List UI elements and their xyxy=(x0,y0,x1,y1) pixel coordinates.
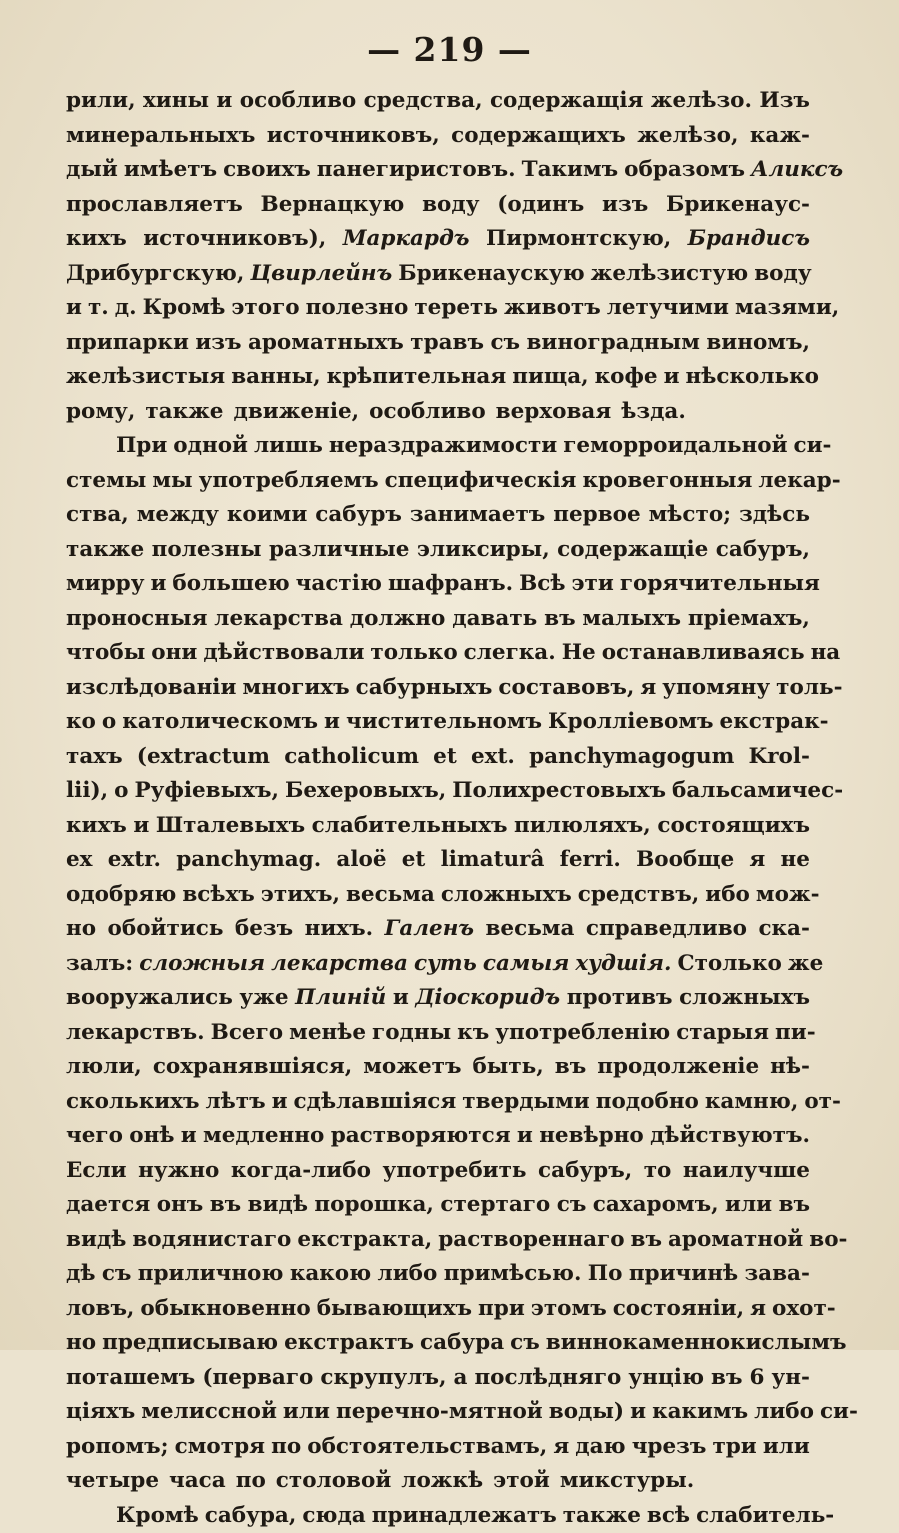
text-line: Кромѣ сабура, сюда принадлежатъ также всѣ слабитель- xyxy=(66,1499,810,1533)
text-line: ко о католическомъ и чистительномъ Кролліевомъ екстрак- xyxy=(66,705,810,740)
text-line: люли, сохранявшіяся, можетъ быть, въ продолженіе нѣ- xyxy=(66,1050,810,1085)
text-line: ціяхъ мелиссной или перечно-мятной воды) и какимъ либо си- xyxy=(66,1395,810,1430)
text-line: вооружались уже Плиній и Діоскоридъ противъ сложныхъ xyxy=(66,981,810,1016)
text-line: залъ: сложныя лекарства суть самыя худшія. Столько же xyxy=(66,947,810,982)
text-line: прославляетъ Вернацкую воду (одинъ изъ Брикенаус- xyxy=(66,188,810,223)
text-line: дается онъ въ видѣ порошка, стертаго съ сахаромъ, или въ xyxy=(66,1188,810,1223)
text-line: поташемъ (перваго скрупулъ, а послѣдняго унцію въ 6 ун- xyxy=(66,1361,810,1396)
text-line: кихъ источниковъ), Маркардъ Пирмонтскую, Брандисъ xyxy=(66,222,810,257)
text-line: чего онѣ и медленно растворяются и невѣрно дѣйствуютъ. xyxy=(66,1119,810,1154)
text-line: припарки изъ ароматныхъ травъ съ виноградным виномъ, xyxy=(66,326,810,361)
text-line: но обойтись безъ нихъ. Галенъ весьма справедливо ска- xyxy=(66,912,810,947)
text-line: тахъ (extractum catholicum et ext. panchymagogum Krol- xyxy=(66,740,810,775)
body-text xyxy=(66,84,810,1533)
text-line: но предписываю екстрактъ сабура съ виннокаменнокислымъ xyxy=(66,1326,810,1361)
text-line: рому, также движеніе, особливо верховая ѣзда. xyxy=(66,395,810,430)
text-line: изслѣдованіи многихъ сабурныхъ составовъ, я упомяну толь- xyxy=(66,671,810,706)
text-line: При одной лишь нераздражимости геморроидальной си- xyxy=(66,429,810,464)
text-line: ропомъ; смотря по обстоятельствамъ, я даю чрезъ три или xyxy=(66,1430,810,1465)
text-line: ства, между коими сабуръ занимаетъ первое мѣсто; здѣсь xyxy=(66,498,810,533)
text-line: стемы мы употребляемъ специфическія кровегонныя лекар- xyxy=(66,464,810,499)
text-line: ловъ, обыкновенно бывающихъ при этомъ состояніи, я охот- xyxy=(66,1292,810,1327)
page-number: — 219 — xyxy=(0,28,899,72)
text-line: рили, хины и особливо средства, содержащія желѣзо. Изъ xyxy=(66,84,810,119)
text-line: Дрибургскую, Цвирлейнъ Брикенаускую желѣзистую воду xyxy=(66,257,810,292)
text-line: проносныя лекарства должно давать въ малыхъ пріемахъ, xyxy=(66,602,810,637)
text-line: Если нужно когда-либо употребить сабуръ, то наилучше xyxy=(66,1154,810,1189)
text-line: четыре часа по столовой ложкѣ этой микстуры. xyxy=(66,1464,810,1499)
text-line: lii), о Руфіевыхъ, Бехеровыхъ, Полихрестовыхъ бальсамичес- xyxy=(66,774,810,809)
text-line: ex extr. panchymag. aloë et limaturâ ferri. Вообще я не xyxy=(66,843,810,878)
text-line: также полезны различные эликсиры, содержащіе сабуръ, xyxy=(66,533,810,568)
text-line: дый имѣетъ своихъ панегиристовъ. Такимъ образомъ Аликсъ xyxy=(66,153,810,188)
text-line: кихъ и Шталевыхъ слабительныхъ пилюляхъ, состоящихъ xyxy=(66,809,810,844)
text-line: чтобы они дѣйствовали только слегка. Не останавливаясь на xyxy=(66,636,810,671)
text-line: видѣ водянистаго екстракта, раствореннаго въ ароматной во- xyxy=(66,1223,810,1258)
text-line: лекарствъ. Всего менѣе годны къ употребленію старыя пи- xyxy=(66,1016,810,1051)
text-line: желѣзистыя ванны, крѣпительная пища, кофе и нѣсколько xyxy=(66,360,810,395)
text-line: минеральныхъ источниковъ, содержащихъ желѣзо, каж- xyxy=(66,119,810,154)
text-line: мирру и большею частію шафранъ. Всѣ эти горячительныя xyxy=(66,567,810,602)
text-line: одобряю всѣхъ этихъ, весьма сложныхъ средствъ, ибо мож- xyxy=(66,878,810,913)
text-line: дѣ съ приличною какою либо примѣсью. По причинѣ зава- xyxy=(66,1257,810,1292)
text-line: и т. д. Кромѣ этого полезно тереть животъ летучими мазями, xyxy=(66,291,810,326)
text-line: сколькихъ лѣтъ и сдѣлавшіяся твердыми подобно камню, от- xyxy=(66,1085,810,1120)
